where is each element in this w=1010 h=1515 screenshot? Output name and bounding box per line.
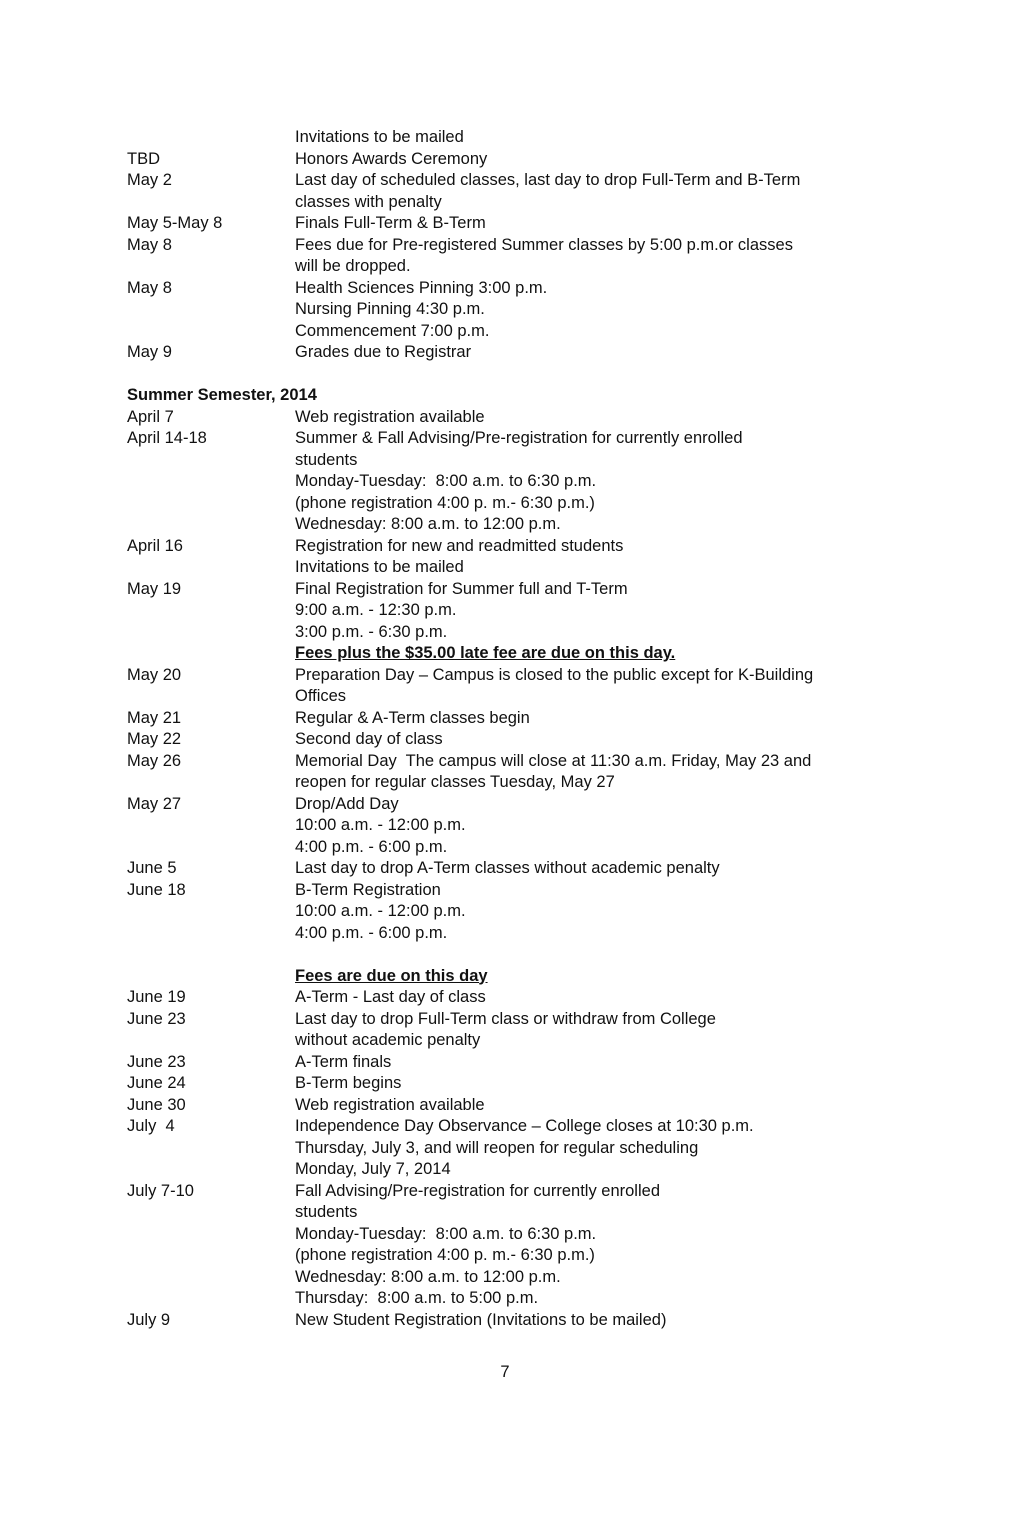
- calendar-description: [295, 665, 927, 708]
- calendar-description: [295, 1009, 927, 1052]
- calendar-entry: [127, 1116, 927, 1181]
- summer-heading: Summer Semester, 2014: [127, 386, 317, 404]
- calendar-entry: [127, 708, 927, 730]
- calendar-entry: [127, 170, 927, 213]
- calendar-entry: [127, 858, 927, 880]
- calendar-date: July 4: [127, 1117, 175, 1135]
- summer-entries: [127, 407, 927, 945]
- calendar-date: May 20: [127, 665, 182, 684]
- description-line: Registration for new and readmitted students: [295, 536, 624, 555]
- description-line: Nursing Pinning 4:30 p.m.: [295, 300, 485, 318]
- description-line: Honors Awards Ceremony: [295, 149, 488, 168]
- calendar-description: [295, 858, 927, 880]
- calendar-description: [295, 987, 927, 1009]
- description-line: Last day to drop A-Term classes without academic penalty: [295, 859, 720, 877]
- calendar-description: [295, 536, 927, 579]
- calendar-description: [295, 1073, 927, 1095]
- description-line: Independence Day Observance – College closes at 10:30 p.m.: [295, 1117, 754, 1135]
- calendar-date: April 16: [127, 536, 183, 555]
- description-line: Monday-Tuesday: 8:00 a.m. to 6:30 p.m.: [295, 1224, 597, 1243]
- description-line: Summer & Fall Advising/Pre-registration for currently enrolled: [295, 429, 743, 447]
- calendar-date: May 5-May 8: [127, 214, 223, 232]
- calendar-date: April 7: [127, 407, 174, 426]
- description-line: New Student Registration (Invitations to be mailed): [295, 1310, 667, 1329]
- calendar-page: [127, 127, 927, 1331]
- description-line: Last day to drop Full-Term class or withdraw from College: [295, 1009, 716, 1028]
- calendar-description: [295, 1052, 927, 1074]
- calendar-entry: [127, 665, 927, 708]
- calendar-date: June 23: [127, 1052, 186, 1071]
- calendar-date: [127, 966, 295, 988]
- description-line: B-Term Registration: [295, 880, 441, 899]
- calendar-entry: [127, 794, 927, 859]
- description-line: A-Term - Last day of class: [295, 988, 486, 1006]
- description-line: Commencement 7:00 p.m.: [295, 321, 490, 340]
- section-spacer: [127, 364, 927, 386]
- calendar-date: May 26: [127, 751, 182, 770]
- calendar-description: [295, 127, 927, 149]
- page-number: 7: [500, 1363, 510, 1381]
- description-line: students: [295, 450, 358, 469]
- calendar-entry: [127, 729, 927, 751]
- description-line: 4:00 p.m. - 6:00 p.m.: [295, 837, 448, 856]
- calendar-entry: [127, 1095, 927, 1117]
- calendar-date: June 19: [127, 988, 186, 1006]
- description-line: (phone registration 4:00 p. m.- 6:30 p.m.): [295, 1246, 595, 1264]
- calendar-description: [295, 708, 927, 730]
- calendar-date: May 27: [127, 794, 182, 813]
- description-line: Regular & A-Term classes begin: [295, 708, 530, 727]
- fees-due-note: Fees are due on this day: [295, 966, 488, 985]
- description-line: B-Term begins: [295, 1074, 402, 1092]
- calendar-entry: [127, 407, 927, 429]
- description-line: Memorial Day The campus will close at 11:30 a.m. Friday, May 23 and: [295, 751, 812, 770]
- calendar-description: [295, 278, 927, 343]
- calendar-entry: [127, 235, 927, 278]
- calendar-entry: [127, 213, 927, 235]
- description-line: 10:00 a.m. - 12:00 p.m.: [295, 816, 466, 834]
- calendar-date: May 21: [127, 708, 182, 727]
- calendar-date: May 8: [127, 235, 172, 254]
- description-line: Second day of class: [295, 730, 443, 748]
- description-line: Monday-Tuesday: 8:00 a.m. to 6:30 p.m.: [295, 472, 597, 490]
- calendar-description: [295, 751, 927, 794]
- calendar-entry: [127, 751, 927, 794]
- description-line: Monday, July 7, 2014: [295, 1160, 451, 1178]
- description-line: Offices: [295, 687, 347, 705]
- description-line: Final Registration for Summer full and T-Term: [295, 579, 628, 598]
- description-line: Last day of scheduled classes, last day to drop Full-Term and B-Term: [295, 171, 801, 189]
- calendar-description: [295, 428, 927, 536]
- calendar-description: [295, 213, 927, 235]
- description-line: Drop/Add Day: [295, 794, 399, 813]
- calendar-description: [295, 1310, 927, 1332]
- calendar-entry: [127, 149, 927, 171]
- calendar-date: TBD: [127, 149, 160, 168]
- calendar-entry: [127, 127, 927, 149]
- calendar-date: May 8: [127, 278, 172, 297]
- calendar-date: May 19: [127, 579, 182, 598]
- calendar-date: [127, 127, 295, 149]
- calendar-entry: [127, 1310, 927, 1332]
- calendar-date: July 7-10: [127, 1181, 194, 1200]
- calendar-date: May 2: [127, 171, 172, 189]
- description-line: Preparation Day – Campus is closed to the public except for K-Building: [295, 665, 814, 684]
- description-line: reopen for regular classes Tuesday, May 27: [295, 773, 615, 791]
- calendar-date: June 24: [127, 1074, 186, 1092]
- calendar-description: [295, 235, 927, 278]
- description-line: (phone registration 4:00 p. m.- 6:30 p.m.): [295, 493, 595, 512]
- calendar-entry: [127, 880, 927, 945]
- description-line: 3:00 p.m. - 6:30 p.m.: [295, 622, 448, 641]
- description-line: without academic penalty: [295, 1031, 481, 1049]
- description-line: Web registration available: [295, 407, 485, 426]
- description-line: students: [295, 1203, 358, 1221]
- calendar-entry: [127, 278, 927, 343]
- calendar-entry: [127, 342, 927, 364]
- calendar-entry: [127, 428, 927, 536]
- calendar-date: May 9: [127, 343, 172, 361]
- description-line: 9:00 a.m. - 12:30 p.m.: [295, 601, 457, 619]
- calendar-description: [295, 342, 927, 364]
- calendar-entry: [127, 1073, 927, 1095]
- description-line: Grades due to Registrar: [295, 343, 472, 361]
- description-line: will be dropped.: [295, 257, 411, 275]
- calendar-entry: [127, 1009, 927, 1052]
- calendar-entry: [127, 1181, 927, 1310]
- calendar-description: [295, 880, 927, 945]
- description-line: Fall Advising/Pre-registration for currently enrolled: [295, 1181, 660, 1200]
- description-line: Thursday, July 3, and will reopen for regular scheduling: [295, 1138, 699, 1157]
- calendar-description: [295, 729, 927, 751]
- calendar-entry: [127, 987, 927, 1009]
- calendar-date: June 5: [127, 859, 177, 877]
- calendar-date: June 23: [127, 1009, 186, 1028]
- calendar-description: [295, 407, 927, 429]
- calendar-description: [295, 579, 927, 665]
- calendar-date: June 30: [127, 1095, 186, 1114]
- description-line: classes with penalty: [295, 192, 442, 211]
- calendar-description: [295, 1095, 927, 1117]
- section-spacer: [127, 944, 927, 966]
- calendar-date: April 14-18: [127, 429, 207, 447]
- calendar-description: [295, 149, 927, 171]
- late-fee-note: Fees plus the $35.00 late fee are due on this day.: [295, 644, 676, 662]
- description-line: 4:00 p.m. - 6:00 p.m.: [295, 923, 448, 942]
- calendar-description: [295, 1116, 927, 1181]
- spring-entries: [127, 127, 927, 364]
- description-line: Fees due for Pre-registered Summer classes by 5:00 p.m.or classes: [295, 235, 793, 254]
- calendar-date: July 9: [127, 1310, 171, 1329]
- calendar-entry: [127, 579, 927, 665]
- fees-due-row: [127, 966, 927, 988]
- description-line: Thursday: 8:00 a.m. to 5:00 p.m.: [295, 1289, 539, 1307]
- description-line: Invitations to be mailed: [295, 128, 464, 146]
- description-line: Invitations to be mailed: [295, 558, 464, 576]
- summer-entries-after: [127, 987, 927, 1331]
- calendar-description: [295, 170, 927, 213]
- calendar-entry: [127, 1052, 927, 1074]
- description-line: Wednesday: 8:00 a.m. to 12:00 p.m.: [295, 1267, 561, 1286]
- description-line: Wednesday: 8:00 a.m. to 12:00 p.m.: [295, 515, 561, 533]
- description-line: Health Sciences Pinning 3:00 p.m.: [295, 278, 548, 297]
- calendar-date: May 22: [127, 730, 182, 748]
- description-line: Web registration available: [295, 1095, 485, 1114]
- calendar-description: [295, 794, 927, 859]
- description-line: Finals Full-Term & B-Term: [295, 214, 486, 232]
- calendar-date: June 18: [127, 880, 186, 899]
- calendar-entry: [127, 536, 927, 579]
- calendar-description: [295, 1181, 927, 1310]
- description-line: 10:00 a.m. - 12:00 p.m.: [295, 902, 466, 920]
- description-line: A-Term finals: [295, 1052, 392, 1071]
